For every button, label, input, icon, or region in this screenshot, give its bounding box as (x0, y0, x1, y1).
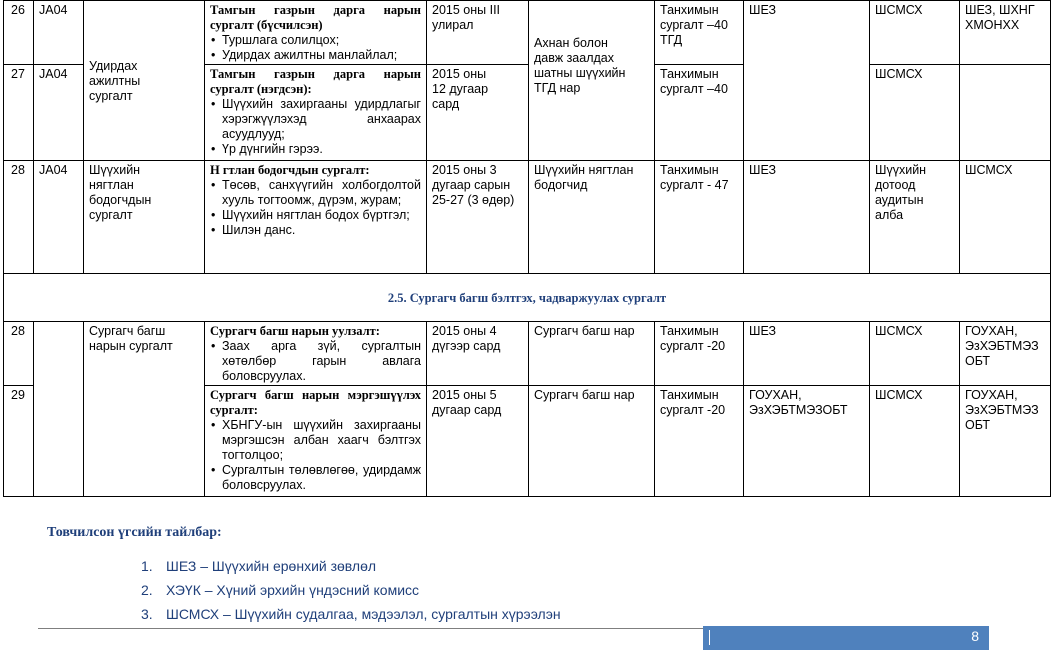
row-number: 28 (4, 161, 34, 274)
topic-cell (205, 1, 427, 65)
topic-cell (205, 161, 427, 274)
participants: Ахнан болон давж заалдах шатны шүүхийн ТГД нар (534, 36, 626, 95)
topic-cell (205, 322, 427, 386)
list-number: 2. (141, 582, 153, 598)
row-number: 28 (4, 322, 34, 386)
topic-title: Тамгын газрын дарга нарын сургалт (нэгдсэн): (210, 67, 421, 96)
abbreviation-text: ШСМСХ – Шүүхийн судалгаа, мэдээлэл, сургалтын хүрээлэн (166, 606, 561, 622)
partner-cell: ГОУХАН, ЭзХЭБТМЭЗ ОБТ (960, 322, 1051, 386)
list-number: 3. (141, 606, 153, 622)
topic-bullet: • Шүүхийн нягтлан бодох бүртгэл; (222, 208, 421, 223)
training-name: Сургагч багш нарын сургалт (89, 324, 173, 353)
topic-bullets (210, 33, 421, 63)
topic-bullets (210, 418, 421, 493)
row-number: 27 (4, 65, 34, 161)
topic-bullet: • Удирдах ажилтны манлайлал; (222, 48, 421, 63)
organizer-cell (870, 161, 960, 274)
topic-bullets (210, 339, 421, 384)
footer-divider (709, 630, 710, 645)
participants-cell: Сургагч багш нар (529, 386, 655, 497)
row-code: JA04 (34, 1, 84, 65)
partner-cell: ГОУХАН, ЭзХЭБТМЭЗ ОБТ (960, 386, 1051, 497)
topic-bullet: • Шилэн данс. (222, 223, 421, 238)
participants-cell (529, 1, 655, 161)
topic-title: Сургагч багш нарын уулзалт: (210, 324, 380, 338)
responsible-cell: ШЕЗ (744, 322, 870, 386)
topic-bullets (210, 97, 421, 157)
partner-cell: ШСМСХ (960, 161, 1051, 274)
topic-bullets (210, 178, 421, 238)
abbreviation-text: ХЭҮК – Хүний эрхийн үндэсний комисс (166, 582, 420, 598)
form-cell: Танхимын сургалт -20 (655, 322, 744, 386)
training-name: Удирдах ажилтны сургалт (89, 58, 141, 103)
topic-title: Н гтлан бодогчдын сургалт: (210, 163, 370, 177)
form-cell: Танхимын сургалт - 47 (655, 161, 744, 274)
form-cell: Танхимын сургалт –40 (655, 65, 744, 161)
topic-bullet: • Төсөв, санхүүгийн холбогдолтой хууль тогтоомж, дүрэм, журам; (222, 178, 421, 208)
organizer-cell: ШСМСХ (870, 65, 960, 161)
topic-bullet: • Үр дүнгийн гэрээ. (222, 142, 421, 157)
training-name-cell (84, 322, 205, 497)
time-cell: 2015 оны III улирал (427, 1, 529, 65)
organizer-cell: ШСМСХ (870, 1, 960, 65)
row-code: JA04 (34, 65, 84, 161)
topic-title: Сургагч багш нарын мэргэшүүлэх сургалт: (210, 388, 421, 417)
organizer: Шүүхийн дотоод аудитын алба (875, 163, 927, 222)
row-number: 29 (4, 386, 34, 497)
topic-bullet: • Заах арга зүй, сургалтын хөтөлбөр гарын авлага боловсруулах. (222, 339, 421, 384)
topic-title: Тамгын газрын дарга нарын сургалт (бүсчилсэн) (210, 3, 421, 32)
abbreviations-title: Товчилсон үгсийн тайлбар: (47, 525, 222, 540)
responsible-cell: ШЕЗ (744, 1, 870, 161)
section-row (4, 274, 1051, 322)
table-row (4, 322, 1051, 386)
time: 2015 оны 12 дугаар сард (432, 67, 489, 111)
training-name: Шүүхийн нягтлан бодогчдын сургалт (89, 163, 152, 222)
topic-bullet: • Сургалтын төлөвлөгөө, удирдамж боловсруулах. (222, 463, 421, 493)
time-cell: 2015 оны 4 дүгээр сард (427, 322, 529, 386)
time-cell (427, 65, 529, 161)
form-cell: Танхимын сургалт -20 (655, 386, 744, 497)
training-plan-table (3, 0, 1051, 497)
list-number: 1. (141, 558, 153, 574)
footer-bar (703, 626, 989, 650)
abbreviation-text: ШЕЗ – Шүүхийн ерөнхий зөвлөл (166, 558, 377, 574)
training-name-cell (84, 161, 205, 274)
time-cell: 2015 оны 3 дугаар сарын 25-27 (3 өдөр) (427, 161, 529, 274)
page-number: 8 (971, 628, 979, 644)
topic-bullet: • ХБНГУ-ын шүүхийн захиргааны мэргэшсэн албан хаагч бэлтгэх тогтолцоо; (222, 418, 421, 463)
partner-cell: ШЕЗ, ШХНГ ХМОНХХ (960, 1, 1051, 65)
topic-cell (205, 386, 427, 497)
topic-bullet: • Шүүхийн захиргааны удирдлагыг хэрэгжүүлэхэд анхаарах асуудлууд; (222, 97, 421, 142)
participants: Шүүхийн нягтлан бодогчид (534, 163, 634, 192)
table-row (4, 1, 1051, 65)
time-cell: 2015 оны 5 дугаар сард (427, 386, 529, 497)
table-row (4, 161, 1051, 274)
row-code (34, 322, 84, 497)
abbreviations-list (141, 556, 561, 628)
list-item (141, 604, 561, 628)
row-number: 26 (4, 1, 34, 65)
footer-rule (38, 628, 703, 629)
topic-cell (205, 65, 427, 161)
participants-cell (529, 161, 655, 274)
form-cell: Танхимын сургалт –40 ТГД (655, 1, 744, 65)
row-code: JA04 (34, 161, 84, 274)
partner-cell (960, 65, 1051, 161)
participants-cell: Сургагч багш нар (529, 322, 655, 386)
training-name-cell (84, 1, 205, 161)
responsible-cell: ШЕЗ (744, 161, 870, 274)
topic-bullet: • Туршлага солилцох; (222, 33, 421, 48)
list-item (141, 556, 561, 580)
organizer-cell: ШСМСХ (870, 322, 960, 386)
organizer-cell: ШСМСХ (870, 386, 960, 497)
section-heading: 2.5. Сургагч багш бэлтгэх, чадваржуулах сургалт (4, 274, 1051, 322)
list-item (141, 580, 561, 604)
responsible-cell: ГОУХАН, ЭзХЭБТМЭЗОБТ (744, 386, 870, 497)
